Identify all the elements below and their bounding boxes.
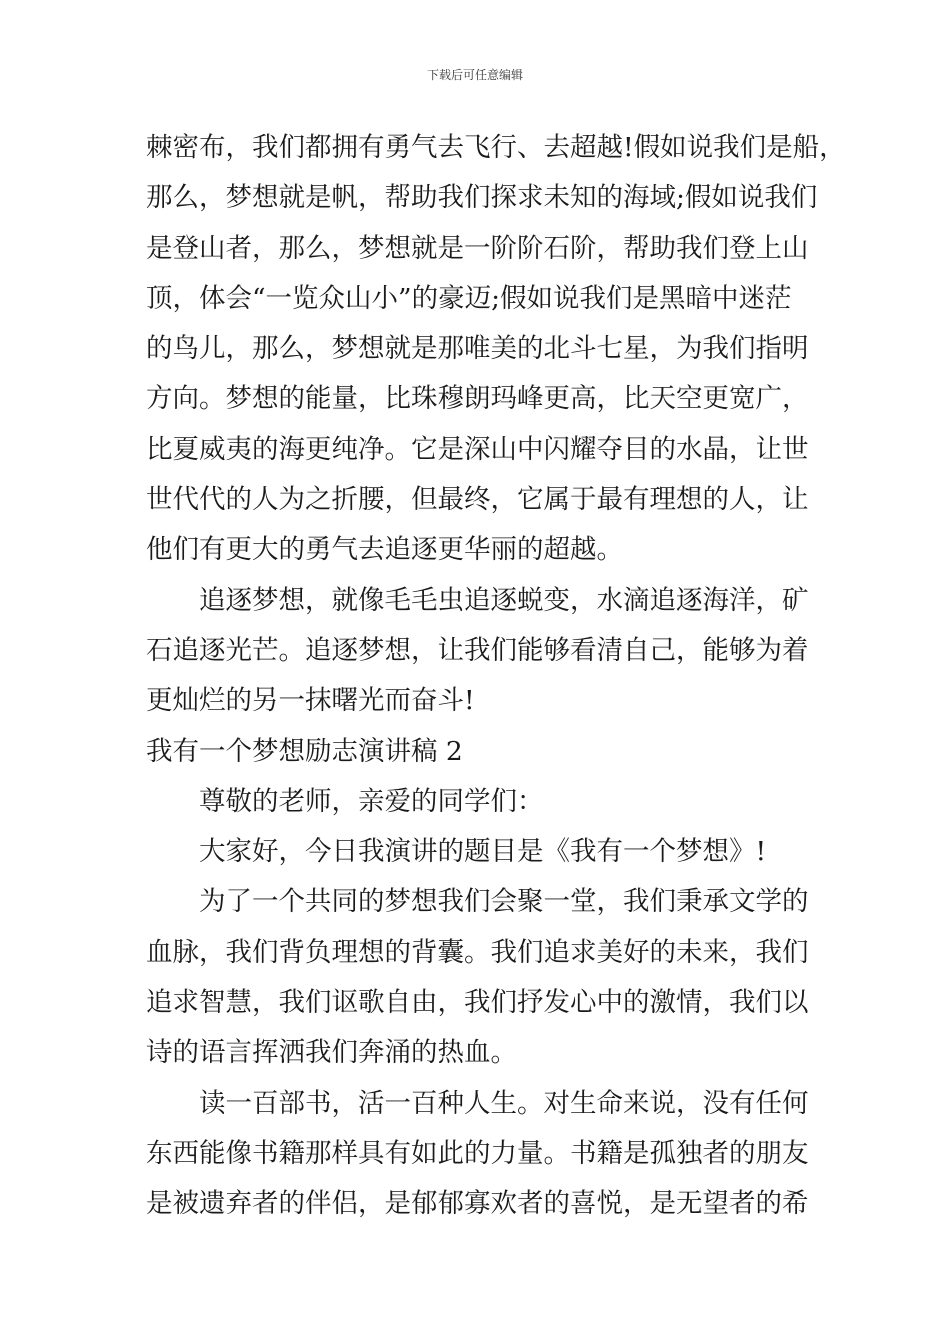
page-header: 下载后可任意编辑 bbox=[426, 68, 523, 82]
paragraph-first-line: 读一百部书，活一百种人生。对生命来说，没有任何 bbox=[199, 1087, 809, 1119]
text-line: 血脉，我们背负理想的背囊。我们追求美好的未来，我们 bbox=[146, 936, 809, 968]
paragraph-first-line: 追逐梦想，就像毛毛虫追逐蜕变，水滴追逐海洋，矿 bbox=[199, 584, 809, 616]
text-line: 世代代的人为之折腰，但最终，它属于最有理想的人，让 bbox=[146, 484, 809, 516]
text-line: 方向。梦想的能量，比珠穆朗玛峰更高，比天空更宽广， bbox=[146, 383, 809, 415]
document-body bbox=[146, 123, 846, 1230]
text-line: 顶，体会“一览众山小”的豪迈;假如说我们是黑暗中迷茫 bbox=[146, 282, 792, 314]
paragraph-first-line: 为了一个共同的梦想我们会聚一堂，我们秉承文学的 bbox=[199, 886, 809, 918]
text-line: 是登山者，那么，梦想就是一阶阶石阶，帮助我们登上山 bbox=[146, 232, 809, 264]
section-heading: 我有一个梦想励志演讲稿 2 bbox=[146, 735, 463, 767]
text-line: 是被遗弃者的伴侣，是郁郁寡欢者的喜悦，是无望者的希 bbox=[146, 1188, 809, 1220]
salutation: 尊敬的老师，亲爱的同学们： bbox=[199, 785, 544, 817]
text-line: 那么，梦想就是帆，帮助我们探求未知的海域;假如说我们 bbox=[146, 182, 818, 214]
text-line: 棘密布，我们都拥有勇气去飞行、去超越!假如说我们是船， bbox=[146, 132, 846, 163]
text-line: 石追逐光芒。追逐梦想，让我们能够看清自己，能够为着 bbox=[146, 634, 809, 666]
paragraph-first-line: 大家好，今日我演讲的题目是《我有一个梦想》! bbox=[199, 836, 767, 868]
text-line: 比夏威夷的海更纯净。它是深山中闪耀夺目的水晶，让世 bbox=[146, 433, 809, 465]
text-line: 追求智慧，我们讴歌自由，我们抒发心中的激情，我们以 bbox=[146, 987, 809, 1019]
text-line: 东西能像书籍那样具有如此的力量。书籍是孤独者的朋友 bbox=[146, 1137, 809, 1169]
text-line: 诗的语言挥洒我们奔涌的热血。 bbox=[146, 1037, 517, 1069]
text-line: 的鸟儿，那么，梦想就是那唯美的北斗七星，为我们指明 bbox=[146, 333, 809, 365]
text-line: 他们有更大的勇气去追逐更华丽的超越。 bbox=[146, 534, 623, 566]
text-line: 更灿烂的另一抹曙光而奋斗! bbox=[146, 685, 475, 717]
